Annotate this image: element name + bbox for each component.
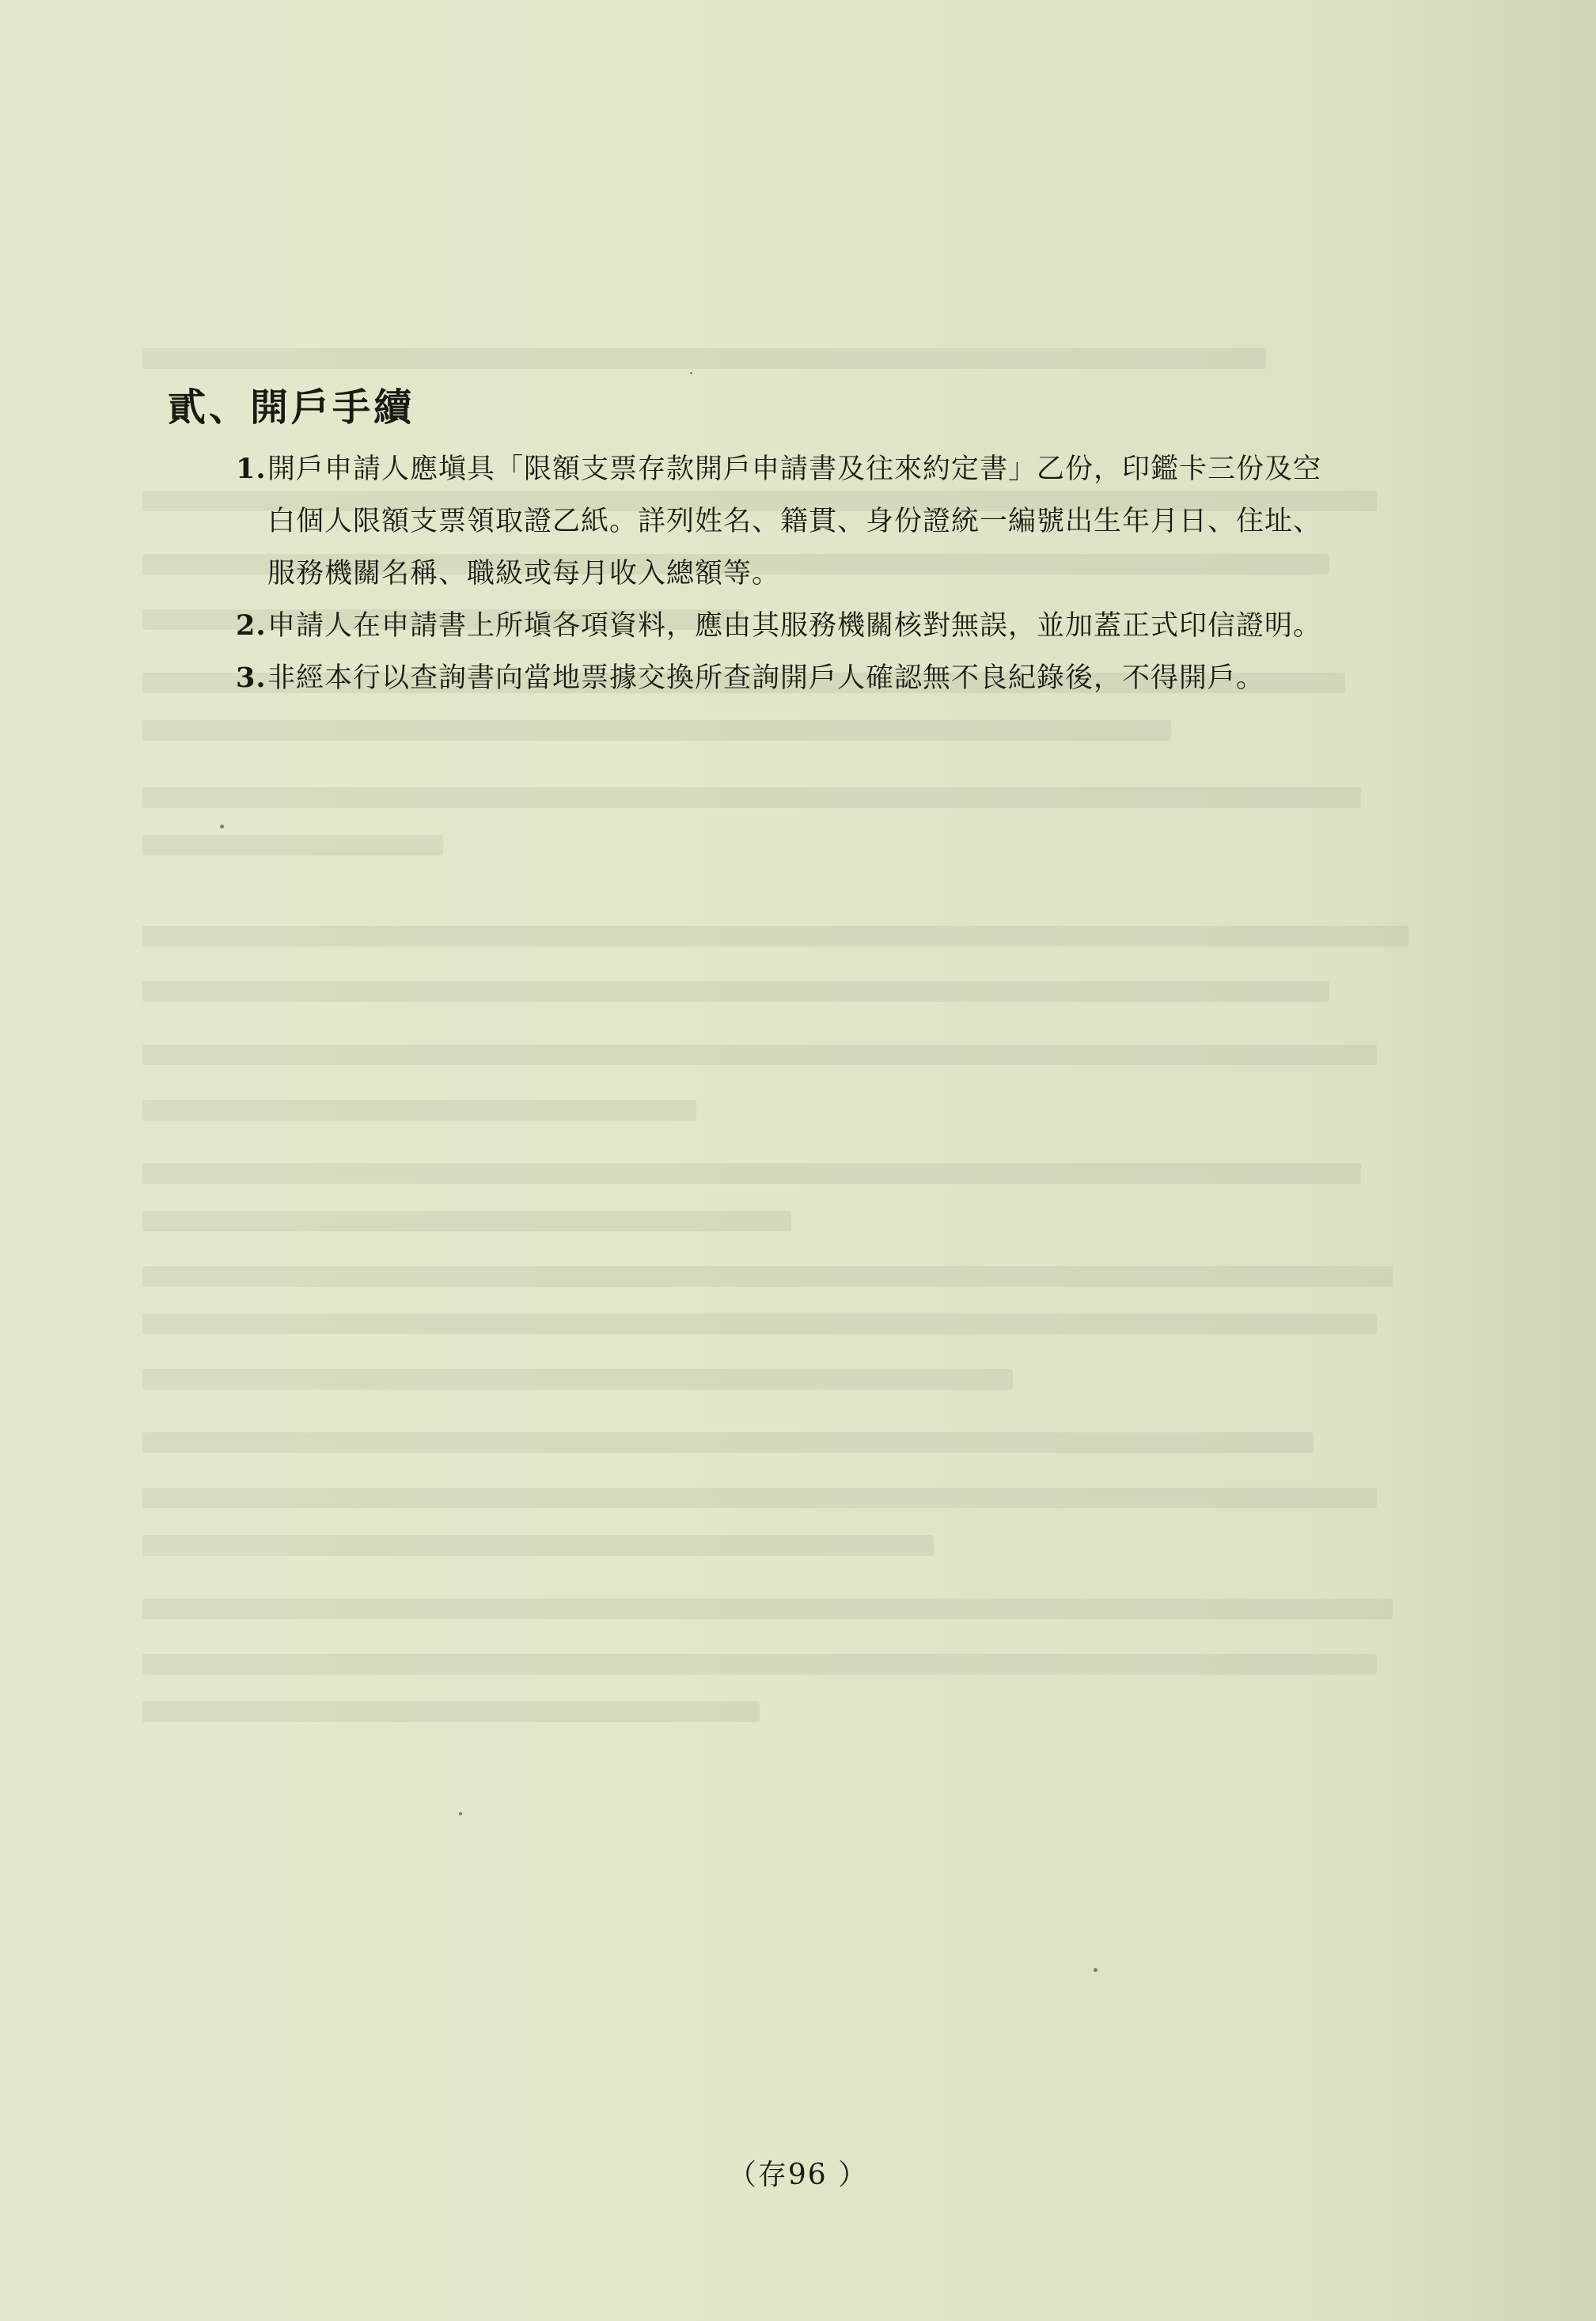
item-text-line: 非經本行以查詢書向當地票據交換所查詢開戶人確認無不良紀錄後，不得開戶。: [267, 662, 1265, 694]
section-title: 貳、開戶手續: [168, 385, 415, 430]
item-text-line: 開戶申請人應塡具「限額支票存款開戶申請書及往來約定書」乙份，印鑑卡三份及空: [267, 453, 1322, 485]
item-text-line: 服務機關名稱、職級或每月收入總額等。: [267, 558, 781, 590]
paper-speck: [1094, 1968, 1097, 1972]
item-number: 1.: [236, 453, 267, 485]
item-number: 2.: [236, 609, 267, 642]
item-text-line: 申請人在申請書上所塡各項資料，應由其服務機關核對無誤，並加蓋正式印信證明。: [267, 610, 1322, 642]
item-text-line: 白個人限額支票領取證乙紙。詳列姓名、籍貫、身份證統一編號出生年月日、住址、: [267, 506, 1322, 537]
item-number: 3.: [236, 662, 267, 694]
paper-speck: [459, 1812, 462, 1815]
list-item: [236, 600, 1470, 652]
paper-speck: [220, 825, 224, 829]
paper-speck: [690, 372, 692, 374]
procedure-list: [236, 443, 1470, 704]
list-item: [236, 443, 1470, 600]
list-item: [236, 652, 1470, 704]
page-number: （存96 ）: [727, 2159, 869, 2191]
